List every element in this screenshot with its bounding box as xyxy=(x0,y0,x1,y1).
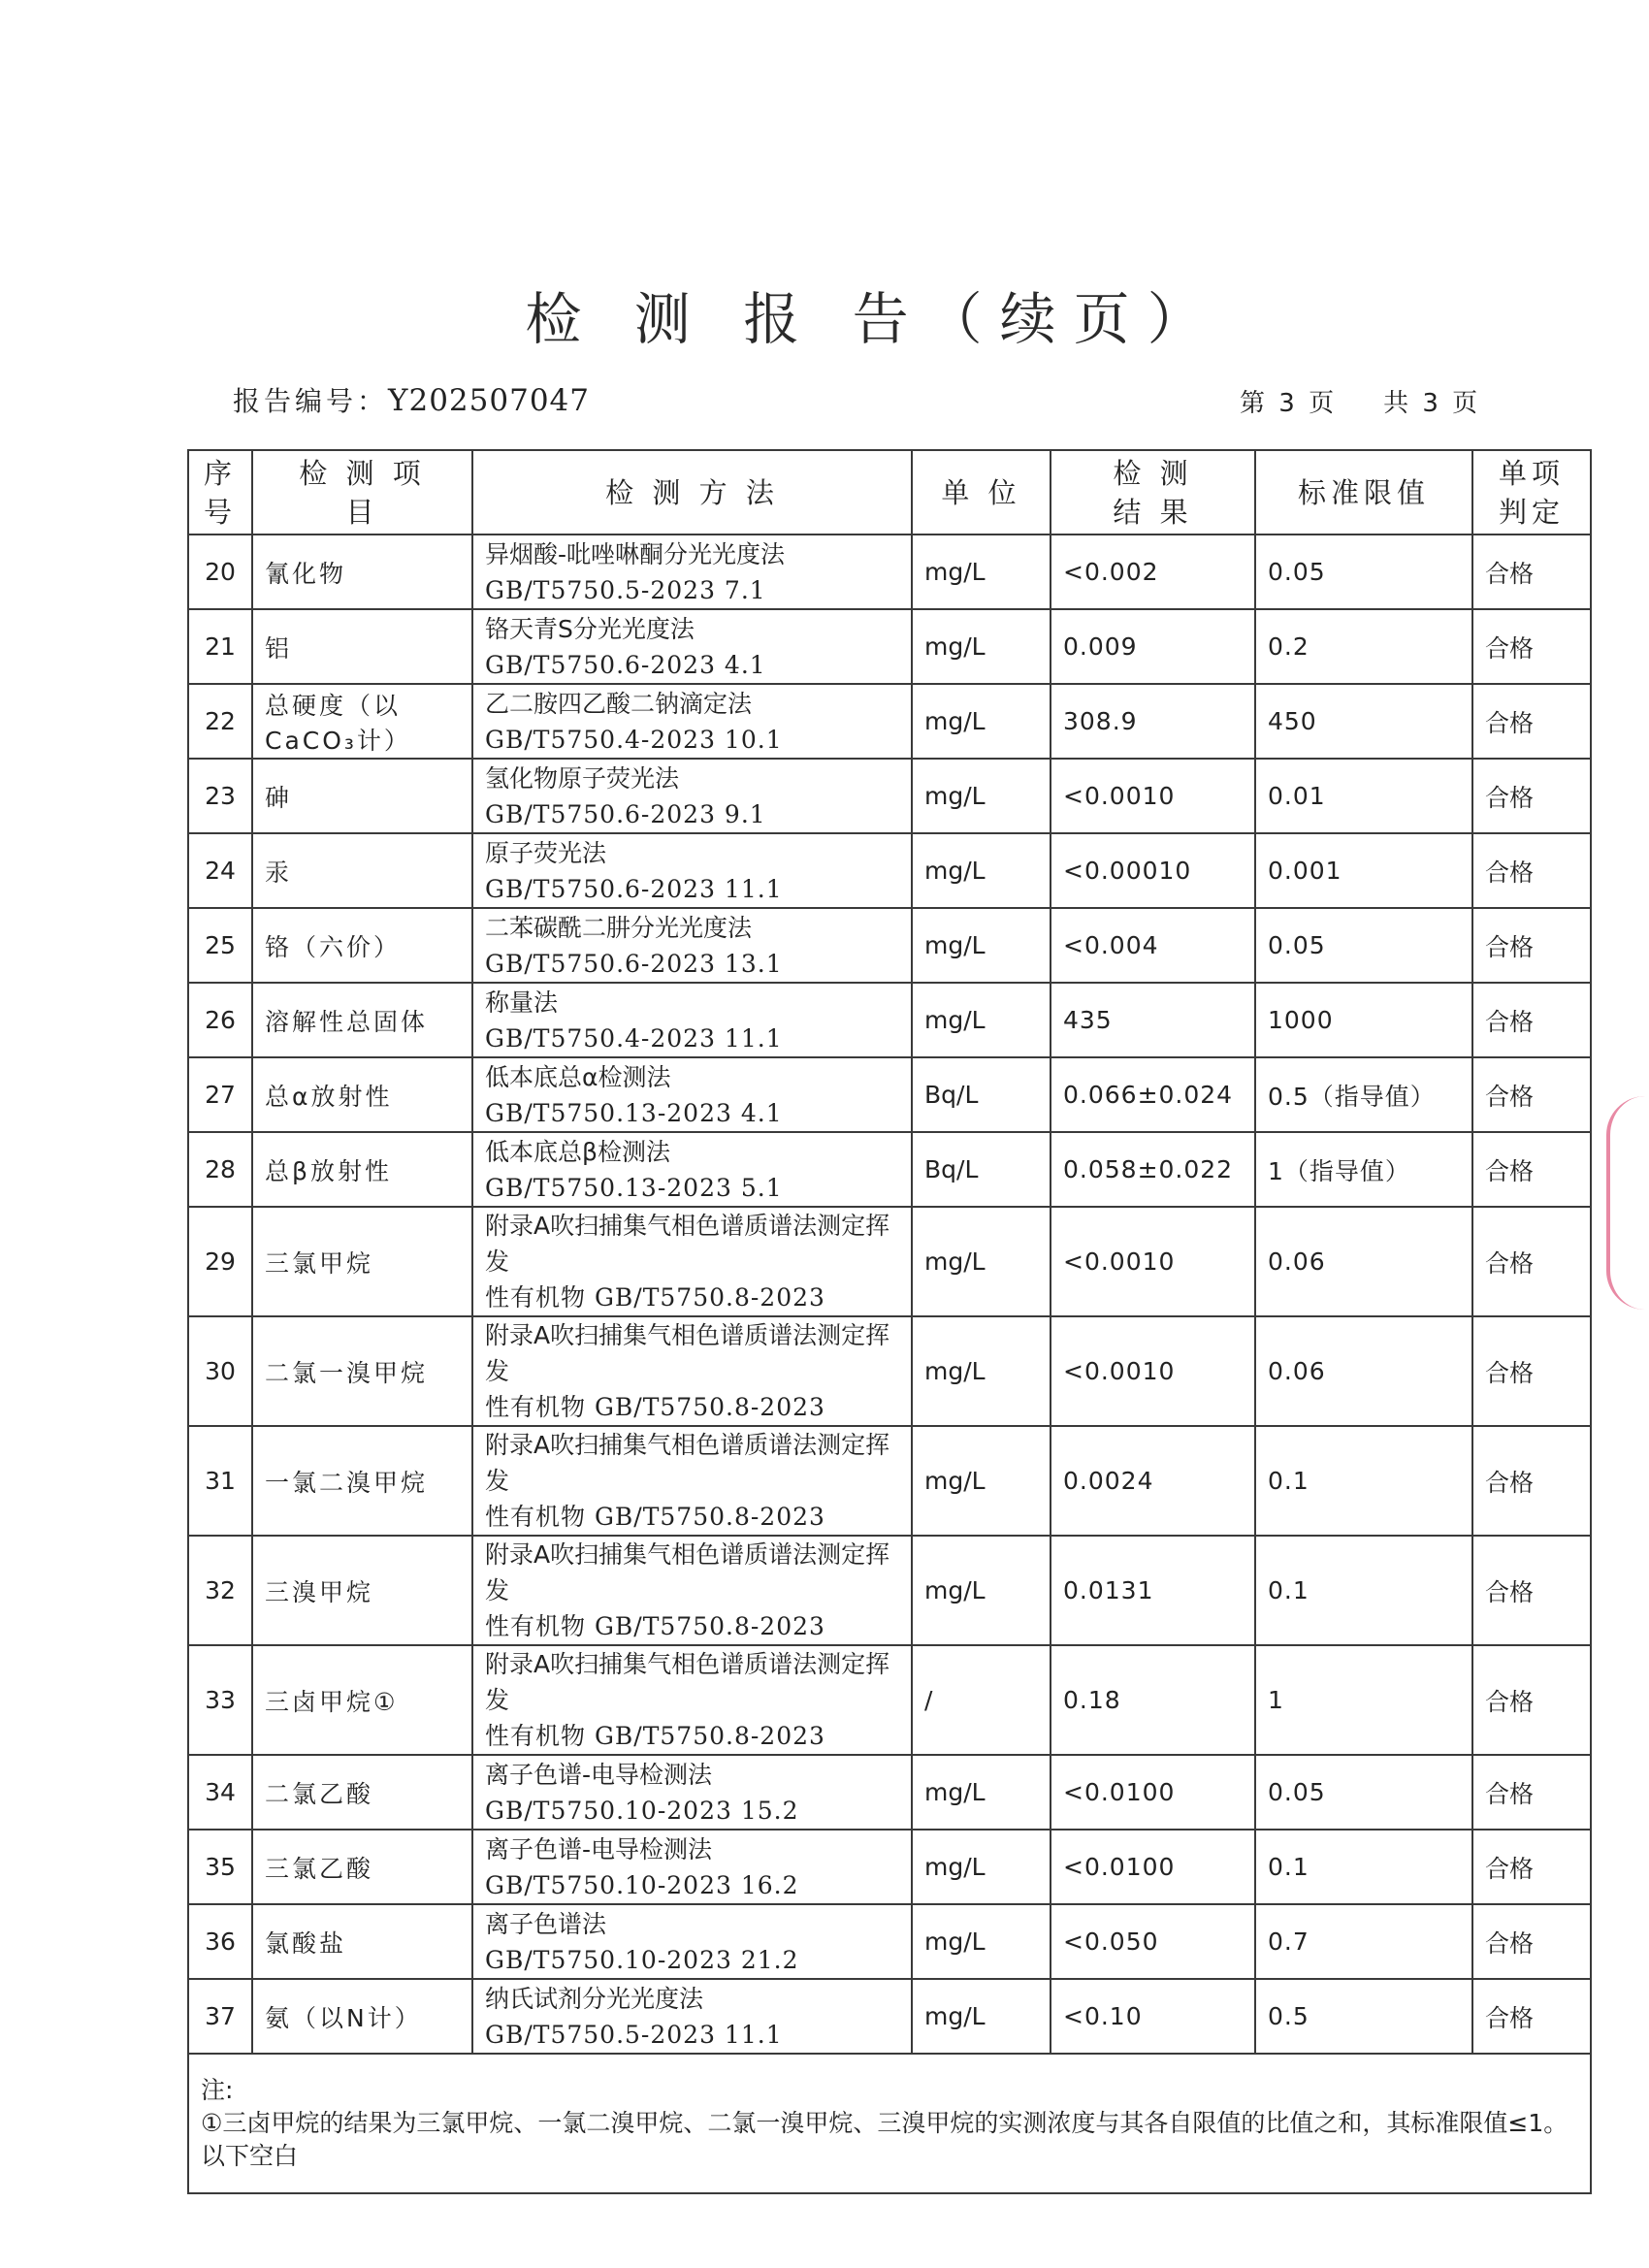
row-method-name: 二苯碳酰二肼分光光度法 xyxy=(485,913,753,942)
row-method-standard: GB/T5750.5-2023 7.1 xyxy=(485,575,766,604)
row-result: <0.002 xyxy=(1051,535,1255,609)
row-result: 0.0024 xyxy=(1051,1426,1255,1536)
row-result: <0.10 xyxy=(1051,1979,1255,2054)
row-method-standard: GB/T5750.6-2023 11.1 xyxy=(485,874,783,903)
row-judge: 合格 xyxy=(1472,684,1591,759)
row-method xyxy=(472,1645,912,1755)
row-result: 0.009 xyxy=(1051,609,1255,684)
row-method-name: 原子荧光法 xyxy=(485,838,607,867)
row-result: 0.18 xyxy=(1051,1645,1255,1755)
row-unit: Bq/L xyxy=(912,1132,1051,1207)
row-method-standard: 性有机物 GB/T5750.8-2023 xyxy=(485,1722,825,1750)
row-method-standard: 性有机物 GB/T5750.8-2023 xyxy=(485,1612,825,1640)
row-method xyxy=(472,684,912,759)
row-item: 三溴甲烷 xyxy=(252,1536,472,1645)
header-unit: 单 位 xyxy=(912,450,1051,535)
row-method-name: 附录A吹扫捕集气相色谱质谱法测定挥发 xyxy=(485,1321,890,1385)
row-limit: 0.5 xyxy=(1255,1979,1472,2054)
row-method xyxy=(472,983,912,1057)
row-result: 0.058±0.022 xyxy=(1051,1132,1255,1207)
row-result: 435 xyxy=(1051,983,1255,1057)
row-seq: 37 xyxy=(188,1979,252,2054)
row-limit: 0.01 xyxy=(1255,759,1472,833)
row-method-standard: 性有机物 GB/T5750.8-2023 xyxy=(485,1393,825,1421)
table-row xyxy=(188,1426,1591,1536)
table-row xyxy=(188,1057,1591,1132)
row-judge: 合格 xyxy=(1472,1904,1591,1979)
row-unit: mg/L xyxy=(912,1755,1051,1830)
row-method-standard: GB/T5750.13-2023 5.1 xyxy=(485,1173,783,1202)
row-judge: 合格 xyxy=(1472,1755,1591,1830)
row-unit: mg/L xyxy=(912,1316,1051,1426)
row-result: 308.9 xyxy=(1051,684,1255,759)
row-method-standard: GB/T5750.5-2023 11.1 xyxy=(485,2020,783,2049)
row-unit: mg/L xyxy=(912,1207,1051,1316)
row-method xyxy=(472,1979,912,2054)
row-seq: 22 xyxy=(188,684,252,759)
row-method-name: 附录A吹扫捕集气相色谱质谱法测定挥发 xyxy=(485,1540,890,1604)
row-limit: 0.05 xyxy=(1255,535,1472,609)
row-limit: 1（指导值） xyxy=(1255,1132,1472,1207)
header-method: 检 测 方 法 xyxy=(472,450,912,535)
row-seq: 29 xyxy=(188,1207,252,1316)
row-method-standard: GB/T5750.4-2023 10.1 xyxy=(485,725,783,754)
row-result: <0.004 xyxy=(1051,908,1255,983)
notes-line-2: 以下空白 xyxy=(201,2142,299,2170)
table-row xyxy=(188,1645,1591,1755)
row-unit: mg/L xyxy=(912,1426,1051,1536)
row-unit: Bq/L xyxy=(912,1057,1051,1132)
row-judge: 合格 xyxy=(1472,1426,1591,1536)
row-limit: 0.05 xyxy=(1255,1755,1472,1830)
notes-label: 注: xyxy=(201,2076,234,2104)
row-limit: 0.1 xyxy=(1255,1426,1472,1536)
row-seq: 21 xyxy=(188,609,252,684)
row-method xyxy=(472,1316,912,1426)
row-limit: 0.001 xyxy=(1255,833,1472,908)
row-unit: mg/L xyxy=(912,908,1051,983)
report-number-value: Y202507047 xyxy=(388,383,590,418)
row-method-name: 乙二胺四乙酸二钠滴定法 xyxy=(485,689,753,718)
row-method-standard: GB/T5750.6-2023 4.1 xyxy=(485,650,766,679)
row-judge: 合格 xyxy=(1472,1536,1591,1645)
row-method xyxy=(472,1755,912,1830)
row-method-name: 附录A吹扫捕集气相色谱质谱法测定挥发 xyxy=(485,1650,890,1714)
row-seq: 35 xyxy=(188,1830,252,1904)
row-item: 三氯甲烷 xyxy=(252,1207,472,1316)
row-method-standard: 性有机物 GB/T5750.8-2023 xyxy=(485,1503,825,1531)
row-method xyxy=(472,1830,912,1904)
row-result: <0.0010 xyxy=(1051,759,1255,833)
row-limit: 0.1 xyxy=(1255,1536,1472,1645)
row-item: 一氯二溴甲烷 xyxy=(252,1426,472,1536)
row-judge: 合格 xyxy=(1472,1207,1591,1316)
table-row xyxy=(188,609,1591,684)
notes-line-1: ①三卤甲烷的结果为三氯甲烷、一氯二溴甲烷、二氯一溴甲烷、三溴甲烷的实测浓度与其各自限值的比值之和，其标准限值≤1。 xyxy=(201,2109,1568,2137)
row-method-standard: GB/T5750.13-2023 4.1 xyxy=(485,1098,783,1127)
row-seq: 30 xyxy=(188,1316,252,1426)
row-result: 0.0131 xyxy=(1051,1536,1255,1645)
row-unit: mg/L xyxy=(912,609,1051,684)
row-method xyxy=(472,759,912,833)
row-judge: 合格 xyxy=(1472,1645,1591,1755)
row-judge: 合格 xyxy=(1472,759,1591,833)
row-item: 铝 xyxy=(252,609,472,684)
row-item: 砷 xyxy=(252,759,472,833)
row-judge: 合格 xyxy=(1472,1830,1591,1904)
row-seq: 24 xyxy=(188,833,252,908)
row-result: <0.050 xyxy=(1051,1904,1255,1979)
row-item: 汞 xyxy=(252,833,472,908)
row-unit: mg/L xyxy=(912,833,1051,908)
report-title: 检 测 报 告（续页） xyxy=(525,286,1221,352)
row-method xyxy=(472,833,912,908)
row-method-standard: GB/T5750.6-2023 13.1 xyxy=(485,949,783,978)
row-method-name: 附录A吹扫捕集气相色谱质谱法测定挥发 xyxy=(485,1431,890,1495)
row-method-name: 低本底总α检测法 xyxy=(485,1062,671,1091)
row-judge: 合格 xyxy=(1472,535,1591,609)
row-seq: 28 xyxy=(188,1132,252,1207)
row-item: 二氯乙酸 xyxy=(252,1755,472,1830)
table-row xyxy=(188,1904,1591,1979)
row-seq: 26 xyxy=(188,983,252,1057)
row-method-name: 离子色谱法 xyxy=(485,1909,607,1938)
row-limit: 0.7 xyxy=(1255,1904,1472,1979)
row-limit: 0.5（指导值） xyxy=(1255,1057,1472,1132)
row-item: 二氯一溴甲烷 xyxy=(252,1316,472,1426)
row-method xyxy=(472,1207,912,1316)
table-row xyxy=(188,1830,1591,1904)
table-row xyxy=(188,1316,1591,1426)
header-limit: 标准限值 xyxy=(1255,450,1472,535)
row-unit: mg/L xyxy=(912,1979,1051,2054)
row-seq: 23 xyxy=(188,759,252,833)
table-row xyxy=(188,833,1591,908)
row-item: 三卤甲烷① xyxy=(252,1645,472,1755)
row-unit: mg/L xyxy=(912,1536,1051,1645)
page-current: 第 3 页 xyxy=(1240,389,1338,418)
row-limit: 0.06 xyxy=(1255,1207,1472,1316)
row-seq: 32 xyxy=(188,1536,252,1645)
row-result: <0.00010 xyxy=(1051,833,1255,908)
row-seq: 36 xyxy=(188,1904,252,1979)
row-method-standard: GB/T5750.4-2023 11.1 xyxy=(485,1023,783,1053)
table-row xyxy=(188,908,1591,983)
row-judge: 合格 xyxy=(1472,609,1591,684)
row-seq: 27 xyxy=(188,1057,252,1132)
row-limit: 450 xyxy=(1255,684,1472,759)
row-method xyxy=(472,609,912,684)
row-method xyxy=(472,1536,912,1645)
header-result: 检 测 结 果 xyxy=(1051,450,1255,535)
row-judge: 合格 xyxy=(1472,1979,1591,2054)
row-method-standard: GB/T5750.10-2023 15.2 xyxy=(485,1796,799,1825)
row-item: 氯酸盐 xyxy=(252,1904,472,1979)
page-total: 共 3 页 xyxy=(1383,389,1481,418)
page-indicator xyxy=(1240,383,1480,419)
seal-stamp-edge xyxy=(1606,1096,1649,1310)
row-method-name: 离子色谱-电导检测法 xyxy=(485,1760,713,1789)
notes-cell xyxy=(188,2054,1591,2193)
report-number xyxy=(233,380,590,419)
table-row xyxy=(188,1207,1591,1316)
row-unit: mg/L xyxy=(912,1830,1051,1904)
row-result: <0.0010 xyxy=(1051,1207,1255,1316)
row-seq: 25 xyxy=(188,908,252,983)
row-method xyxy=(472,908,912,983)
row-method-standard: GB/T5750.10-2023 21.2 xyxy=(485,1945,799,1974)
row-unit: / xyxy=(912,1645,1051,1755)
row-unit: mg/L xyxy=(912,535,1051,609)
row-method-name: 低本底总β检测法 xyxy=(485,1137,670,1166)
row-method xyxy=(472,1904,912,1979)
row-item: 氨（以N计） xyxy=(252,1979,472,2054)
row-seq: 20 xyxy=(188,535,252,609)
row-judge: 合格 xyxy=(1472,1057,1591,1132)
row-unit: mg/L xyxy=(912,1904,1051,1979)
row-result: <0.0100 xyxy=(1051,1755,1255,1830)
report-number-label: 报告编号： xyxy=(233,385,389,417)
row-judge: 合格 xyxy=(1472,1316,1591,1426)
row-method-name: 离子色谱-电导检测法 xyxy=(485,1834,713,1863)
header-item: 检 测 项 目 xyxy=(252,450,472,535)
row-method xyxy=(472,1426,912,1536)
row-method-name: 纳氏试剂分光光度法 xyxy=(485,1984,704,2013)
header-seq: 序号 xyxy=(188,450,252,535)
results-table xyxy=(187,449,1592,2194)
row-item: 总α放射性 xyxy=(252,1057,472,1132)
row-method xyxy=(472,1132,912,1207)
row-limit: 1000 xyxy=(1255,983,1472,1057)
table-row xyxy=(188,1132,1591,1207)
table-row xyxy=(188,1979,1591,2054)
row-method xyxy=(472,1057,912,1132)
row-judge: 合格 xyxy=(1472,983,1591,1057)
row-item: 总β放射性 xyxy=(252,1132,472,1207)
table-row xyxy=(188,759,1591,833)
row-seq: 31 xyxy=(188,1426,252,1536)
row-unit: mg/L xyxy=(912,983,1051,1057)
row-item: 三氯乙酸 xyxy=(252,1830,472,1904)
table-row xyxy=(188,983,1591,1057)
row-limit: 0.2 xyxy=(1255,609,1472,684)
row-method-name: 称量法 xyxy=(485,988,559,1017)
row-seq: 33 xyxy=(188,1645,252,1755)
row-method-standard: GB/T5750.6-2023 9.1 xyxy=(485,799,766,828)
row-method xyxy=(472,535,912,609)
row-method-standard: GB/T5750.10-2023 16.2 xyxy=(485,1870,799,1899)
row-unit: mg/L xyxy=(912,684,1051,759)
row-item: 铬（六价） xyxy=(252,908,472,983)
row-method-name: 异烟酸-吡唑啉酮分光光度法 xyxy=(485,539,786,568)
table-row xyxy=(188,1536,1591,1645)
row-limit: 0.06 xyxy=(1255,1316,1472,1426)
notes-row xyxy=(188,2054,1591,2193)
row-result: <0.0010 xyxy=(1051,1316,1255,1426)
row-method-name: 附录A吹扫捕集气相色谱质谱法测定挥发 xyxy=(485,1212,890,1276)
row-result: 0.066±0.024 xyxy=(1051,1057,1255,1132)
row-limit: 0.1 xyxy=(1255,1830,1472,1904)
table-header-row xyxy=(188,450,1591,535)
row-item: 总硬度（以CaCO₃计） xyxy=(252,684,472,759)
row-judge: 合格 xyxy=(1472,833,1591,908)
row-method-name: 铬天青S分光光度法 xyxy=(485,614,695,643)
row-method-standard: 性有机物 GB/T5750.8-2023 xyxy=(485,1283,825,1312)
row-limit: 0.05 xyxy=(1255,908,1472,983)
row-method-name: 氢化物原子荧光法 xyxy=(485,763,680,793)
row-result: <0.0100 xyxy=(1051,1830,1255,1904)
header-judge: 单项 判定 xyxy=(1472,450,1591,535)
row-seq: 34 xyxy=(188,1755,252,1830)
row-judge: 合格 xyxy=(1472,1132,1591,1207)
row-item: 溶解性总固体 xyxy=(252,983,472,1057)
row-item: 氰化物 xyxy=(252,535,472,609)
table-row xyxy=(188,684,1591,759)
table-row xyxy=(188,1755,1591,1830)
row-limit: 1 xyxy=(1255,1645,1472,1755)
row-judge: 合格 xyxy=(1472,908,1591,983)
table-row xyxy=(188,535,1591,609)
row-unit: mg/L xyxy=(912,759,1051,833)
